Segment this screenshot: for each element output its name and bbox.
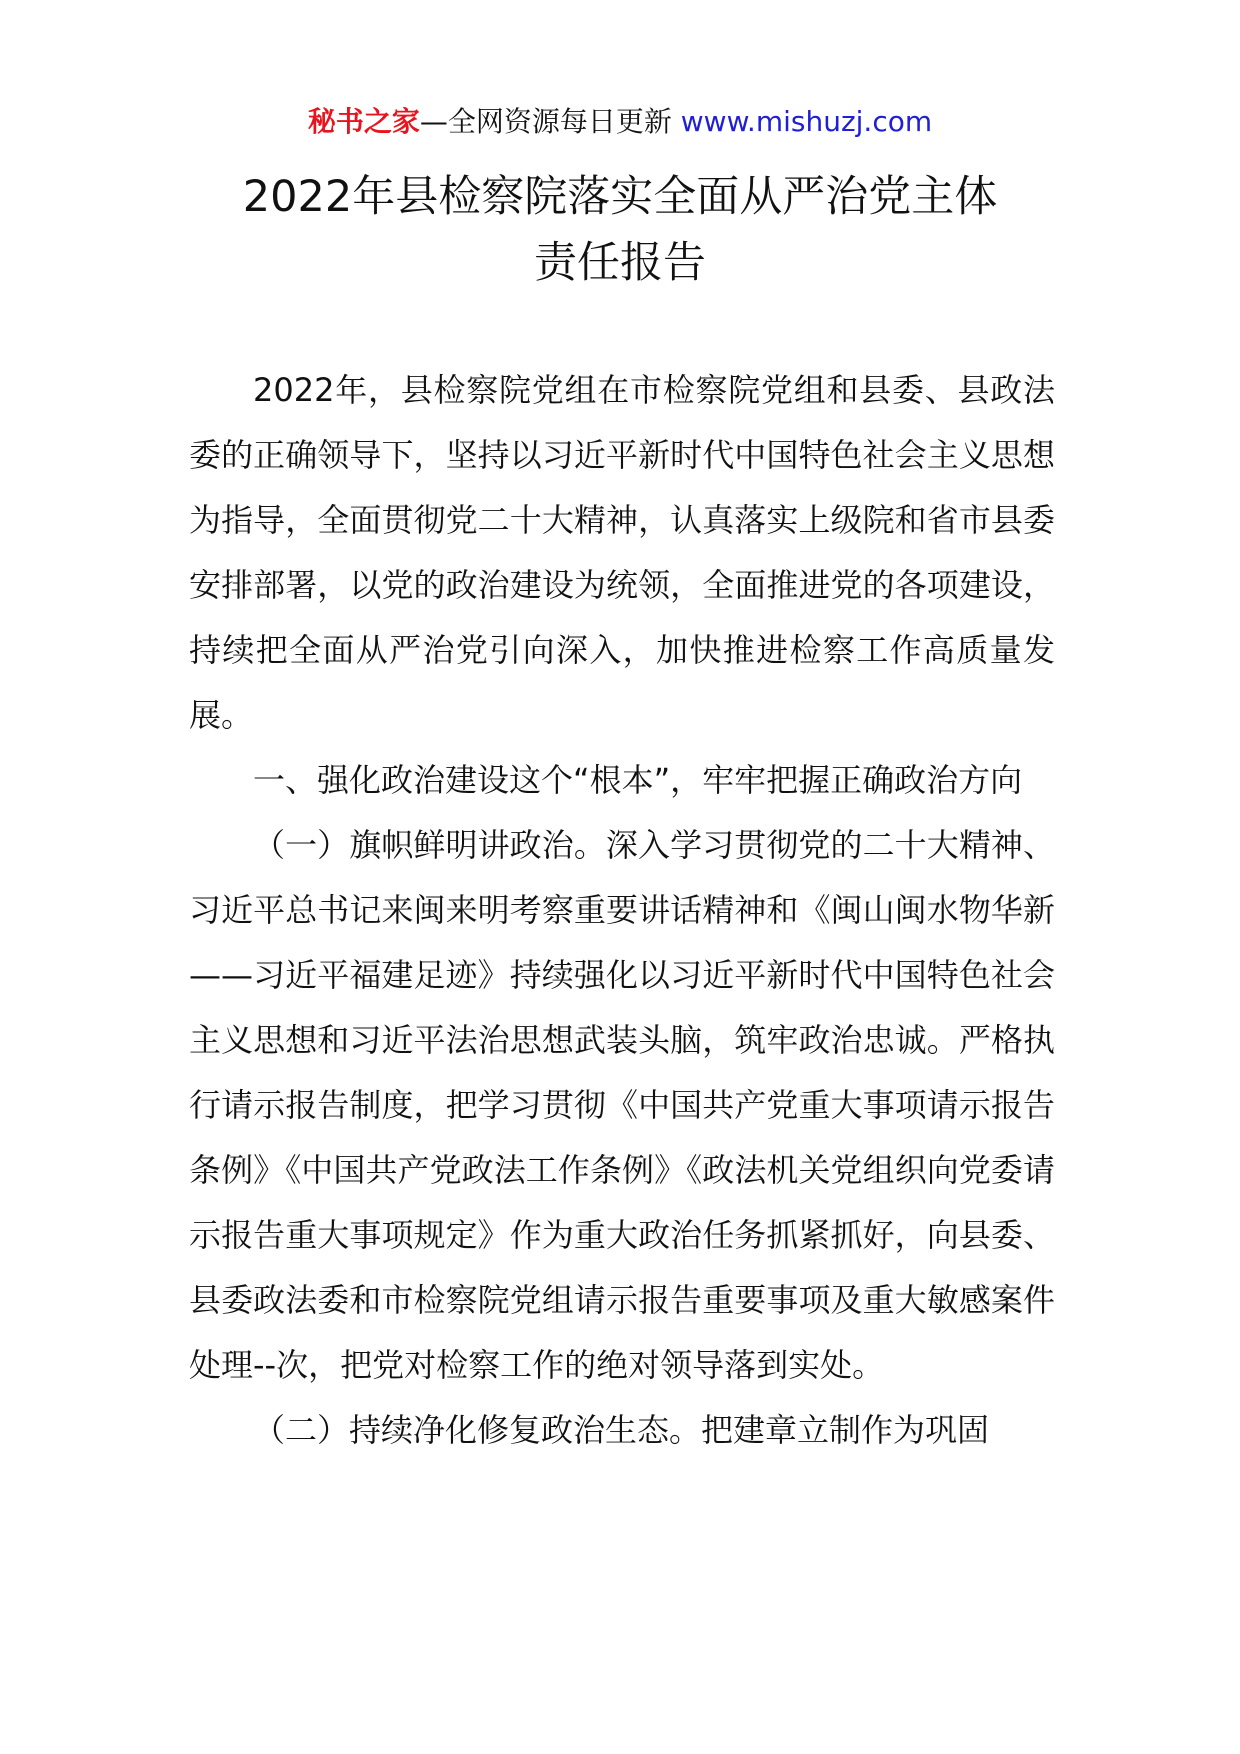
brand-name: 秘书之家: [307, 105, 420, 138]
intro-paragraph: 2022年，县检察院党组在市检察院党组和县委、县政法委的正确领导下，坚持以习近平新时代中国特色社会主义思想为指导，全面贯彻党二十大精神，认真落实上级院和省市县委安排部署，以党的政治建设为统领，全面推进党的各项建设，持续把全面从严治党引向深入，加快推进检察工作高质量发展。: [189, 371, 1055, 734]
document-title: [160, 164, 1080, 296]
section-heading-1: 一、强化政治建设这个“根本”，牢牢把握正确政治方向: [253, 761, 1023, 799]
title-line-2: 责任报告: [534, 238, 706, 288]
banner-slogan: —全网资源每日更新: [419, 105, 681, 138]
watermark-banner: [0, 102, 1240, 142]
subsection-paragraph-2: （二）持续净化修复政治生态。把建章立制作为巩固: [253, 1411, 990, 1449]
subsection-paragraph-1: （一）旗帜鲜明讲政治。深入学习贯彻党的二十大精神、习近平总书记来闽来明考察重要讲话精神和《闽山闽水物华新——习近平福建足迹》持续强化以习近平新时代中国特色社会主义思想和习近平法治思想武装头脑，筑牢政治忠诚。严格执行请示报告制度，把学习贯彻《中国共产党重大事项请示报告条例》《中国共产党政法工作条例》《政法机关党组织向党委请示报告重大事项规定》作为重大政治任务抓紧抓好，向县委、县委政法委和市检察院党组请示报告重要事项及重大敏感案件处理--次，把党对检察工作的绝对领导落到实处。: [189, 826, 1055, 1384]
document-body: [189, 358, 1055, 1463]
title-line-1: 2022年县检察院落实全面从严治党主体: [242, 172, 998, 222]
site-url: www.mishuzj.com: [680, 105, 933, 138]
